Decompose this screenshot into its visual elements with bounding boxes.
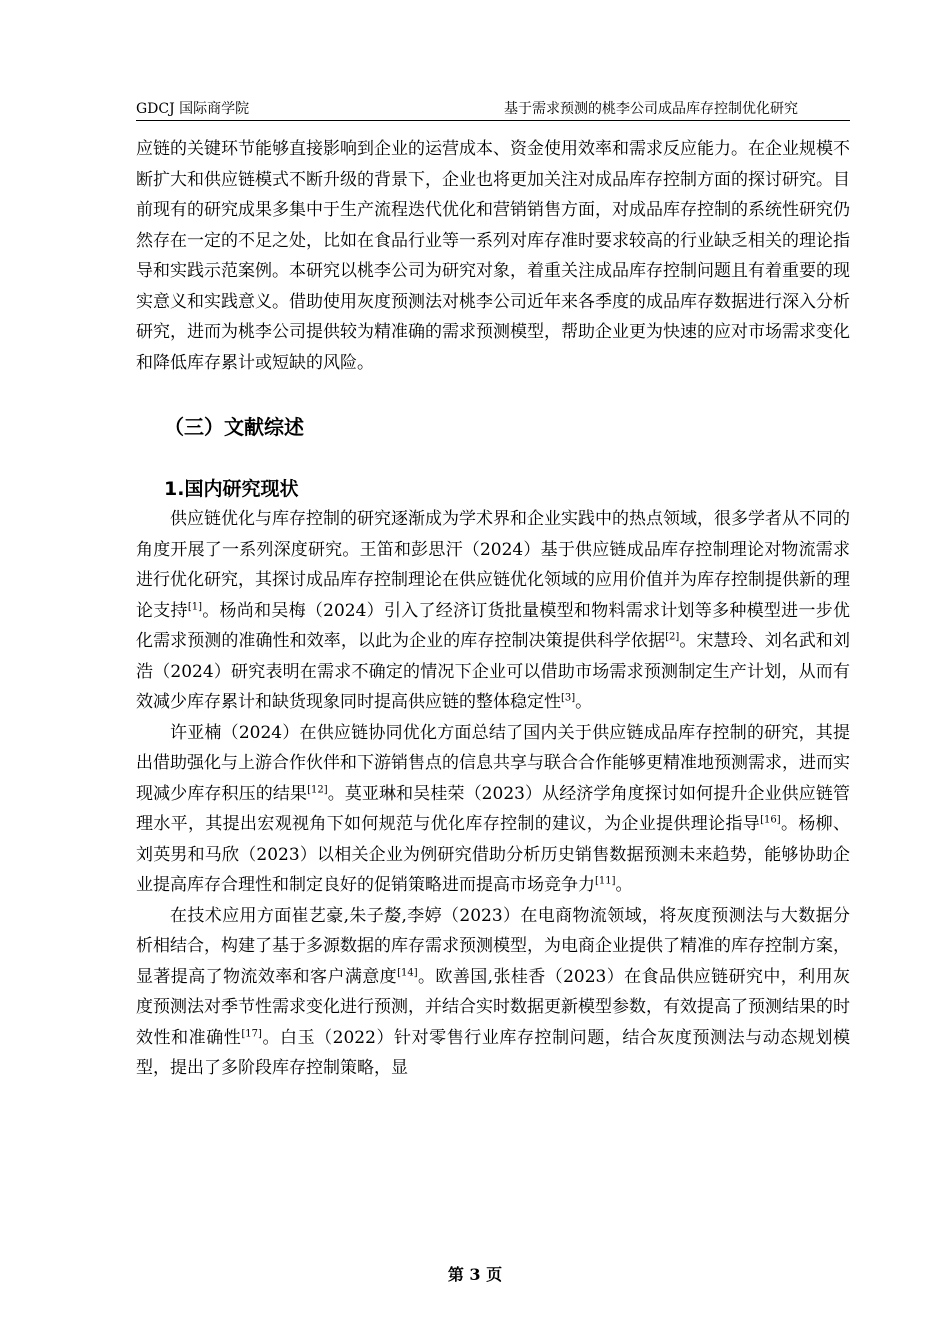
text-run: 。杨尚和吴梅（2024）引入了经济订货批量模型和物料需求计划等多种模型进一步优化需求预测的准确性和效率，以此为企业的库存控制决策提供科学依据: [136, 600, 850, 651]
citation: [11]: [595, 875, 616, 887]
text-run: 。: [615, 875, 633, 895]
text-run: 。宋慧玲、刘名武和刘浩（2024）研究表明在需求不确定的情况下企业可以借助市场需求预测制定生产计划，从而有效减少库存累计和缺货现象同时提高供应链的整体稳定性: [136, 631, 851, 712]
header-institution: GDCJ 国际商学院: [136, 101, 250, 117]
paragraph-domestic-1: [136, 504, 850, 718]
text-run: 。白玉（2022）针对零售行业库存控制问题，结合灰度预测法与动态规划模型，提出了多阶段库存控制策略，显: [136, 1027, 851, 1078]
paragraph-continuation: 应链的关键环节能够直接影响到企业的运营成本、资金使用效率和需求反应能力。在企业规模不断扩大和供应链模式不断升级的背景下，企业也将更加关注对成品库存控制方面的探讨研究。目前现有的研究成果多集中于生产流程迭代优化和营销销售方面，对成品库存控制的系统性研究仍然存在一定的不足之处，比如在食品行业等一系列对库存准时要求较高的行业缺乏相关的理论指导和实践示范案例。本研究以桃李公司为研究对象，着重关注成品库存控制问题且有着重要的现实意义和实践意义。借助使用灰度预测法对桃李公司近年来各季度的成品库存数据进行深入分析研究，进而为桃李公司提供较为精准确的需求预测模型，帮助企业更为快速的应对市场需求变化和降低库存累计或短缺的风险。: [136, 139, 850, 373]
text-run: 。欧善国,张桂香（2023）在食品供应链研究中，利用灰度预测法对季节性需求变化进行预测，并结合实时数据更新模型参数，有效提高了预测结果的时效性和准确性: [136, 966, 850, 1048]
page-body: [136, 134, 850, 1084]
text-run: 许亚楠（2024）在供应链协同优化方面总结了国内关于供应链成品库存控制的研究，其提出借助强化与上游合作伙伴和下游销售点的信息共享与联合合作能够更精准地预测需求，进而实现减少库存积压的结果: [136, 722, 850, 804]
section-heading: （三）文献综述: [164, 415, 304, 439]
citation: [17]: [241, 1027, 262, 1039]
citation: [12]: [307, 783, 328, 795]
page-number: 第 3 页: [447, 1265, 503, 1284]
text-run: 。: [575, 692, 593, 712]
text-run: 。杨柳、刘英男和马欣（2023）以相关企业为例研究借助分析历史销售数据预测未来趋势，能够协助企业提高库存合理性和制定良好的促销策略进而提高市场竞争力: [136, 814, 851, 895]
paragraph-domestic-2: [136, 718, 850, 901]
text-run: 。莫亚琳和吴桂荣（2023）从经济学角度探讨如何提升企业供应链管理水平，其提出宏观视角下如何规范与优化库存控制的建议，为企业提供理论指导: [136, 783, 850, 834]
page-header: [136, 98, 850, 121]
citation: [14]: [397, 966, 418, 978]
citation: [3]: [561, 692, 576, 704]
citation: [16]: [760, 814, 781, 826]
citation: [1]: [187, 600, 202, 612]
paragraph-domestic-3: [136, 901, 850, 1084]
subsection-heading: 1.国内研究现状: [164, 478, 299, 500]
header-thesis-title: 基于需求预测的桃李公司成品库存控制优化研究: [504, 101, 798, 117]
text-run: 供应链优化与库存控制的研究逐渐成为学术界和企业实践中的热点领域，很多学者从不同的角度开展了一系列深度研究。王笛和彭思汗（2024）基于供应链成品库存控制理论对物流需求进行优化研究，其探讨成品库存控制理论在供应链优化领域的应用价值并为库存控制提供新的理论支持: [136, 509, 850, 621]
citation: [2]: [665, 631, 680, 643]
text-run: 在技术应用方面崔艺豪,朱子嫠,李婷（2023）在电商物流领域，将灰度预测法与大数据分析相结合，构建了基于多源数据的库存需求预测模型，为电商企业提供了精准的库存控制方案，显著提高了物流效率和客户满意度: [136, 905, 850, 987]
